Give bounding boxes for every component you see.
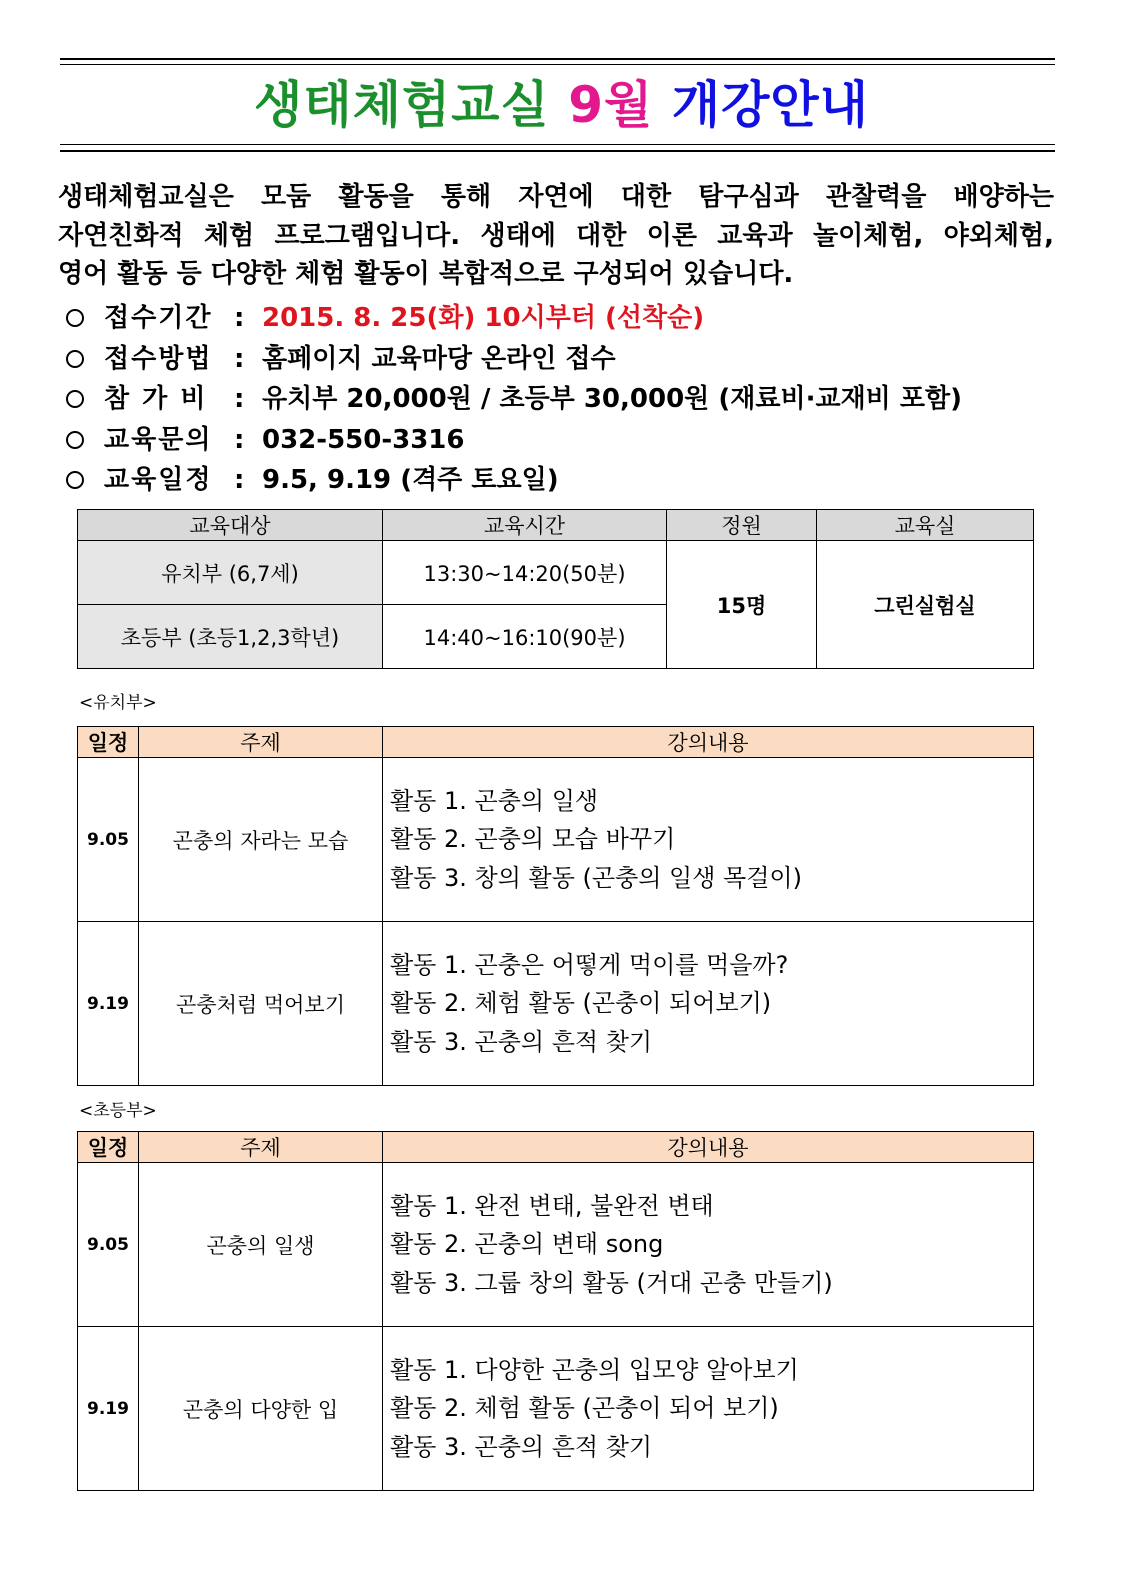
activity-line: 활동 3. 곤충의 흔적 찾기 (390, 1432, 653, 1461)
info-colon: : (234, 343, 245, 374)
cell-topic: 곤충의 자라는 모습 (139, 758, 383, 922)
table-row (78, 758, 1034, 922)
cell-topic: 곤충의 다양한 입 (139, 1327, 383, 1491)
info-colon: : (234, 465, 245, 495)
info-value: 9.5, 9.19 (격주 토요일) (262, 465, 559, 495)
header-room: 교육실 (817, 510, 1034, 541)
activity-line: 활동 1. 곤충의 일생 (390, 786, 599, 815)
circle-bullet-icon (66, 309, 84, 327)
circle-bullet-icon (66, 350, 84, 368)
info-label: 참 가 비 (104, 384, 208, 414)
schedule-table (77, 509, 1034, 669)
activity-line: 활동 3. 창의 활동 (곤충의 일생 목걸이) (390, 863, 802, 892)
info-colon: : (234, 384, 245, 414)
header-target: 교육대상 (78, 510, 383, 541)
header-date: 일정 (78, 1132, 139, 1163)
info-item-inquiry (62, 420, 962, 461)
header-time: 교육시간 (383, 510, 667, 541)
info-label: 교육문의 (104, 424, 213, 455)
elementary-table (77, 1131, 1034, 1491)
info-item-fee (62, 379, 962, 420)
cell-target: 유치부 (6,7세) (78, 541, 383, 605)
activity-line: 활동 3. 곤충의 흔적 찾기 (390, 1027, 653, 1056)
header-capacity: 정원 (667, 510, 817, 541)
table-row (78, 922, 1034, 1086)
table-header-row (78, 727, 1034, 758)
circle-bullet-icon (66, 471, 84, 489)
info-colon: : (234, 303, 245, 333)
title-bottom-rule-thin (60, 144, 1055, 145)
info-item-registration-period (62, 298, 962, 339)
cell-date: 9.05 (78, 1163, 139, 1327)
activity-line: 활동 3. 그룹 창의 활동 (거대 곤충 만들기) (390, 1268, 833, 1297)
section-label-elementary: <초등부> (79, 1101, 157, 1121)
info-item-schedule (62, 460, 962, 501)
cell-date: 9.19 (78, 922, 139, 1086)
title-bottom-rule (60, 150, 1055, 152)
table-row (78, 541, 1034, 605)
info-value: 홈페이지 교육마당 온라인 접수 (262, 343, 616, 374)
cell-content (383, 1327, 1034, 1491)
title-part-month: 9월 (568, 76, 654, 134)
cell-time: 14:40~16:10(90분) (383, 605, 667, 669)
activity-line: 활동 2. 곤충의 모습 바꾸기 (390, 825, 676, 854)
activity-line: 활동 1. 곤충은 어떻게 먹이를 먹을까? (390, 950, 789, 979)
circle-bullet-icon (66, 431, 84, 449)
header-content: 강의내용 (383, 727, 1034, 758)
cell-target: 초등부 (초등1,2,3학년) (78, 605, 383, 669)
cell-content (383, 758, 1034, 922)
intro-line: 생태체험교실은 모둠 활동을 통해 자연에 대한 탐구심과 관찰력을 배양하는 (58, 182, 1054, 212)
cell-topic: 곤충의 일생 (139, 1163, 383, 1327)
table-header-row (78, 510, 1034, 541)
info-label: 접수방법 (104, 343, 213, 374)
info-colon: : (234, 424, 245, 455)
header-date: 일정 (78, 727, 139, 758)
page-title (0, 70, 1123, 140)
info-value: 2015. 8. 25(화) 10시부터 (선착순) (262, 303, 705, 333)
header-topic: 주제 (139, 1132, 383, 1163)
title-part-program: 생태체험교실 (254, 76, 550, 134)
title-top-rule-thin (60, 64, 1055, 65)
cell-content (383, 922, 1034, 1086)
activity-line: 활동 2. 체험 활동 (곤충이 되어보기) (390, 989, 772, 1018)
info-value: 유치부 20,000원 / 초등부 30,000원 (재료비·교재비 포함) (262, 384, 962, 414)
header-content: 강의내용 (383, 1132, 1034, 1163)
section-label-kindergarten: <유치부> (79, 693, 157, 713)
circle-bullet-icon (66, 390, 84, 408)
activity-line: 활동 2. 체험 활동 (곤충이 되어 보기) (390, 1394, 779, 1423)
table-row (78, 1163, 1034, 1327)
header-topic: 주제 (139, 727, 383, 758)
activity-line: 활동 1. 완전 변태, 불완전 변태 (390, 1191, 714, 1220)
cell-time: 13:30~14:20(50분) (383, 541, 667, 605)
cell-topic: 곤충처럼 먹어보기 (139, 922, 383, 1086)
kindergarten-table (77, 726, 1034, 1086)
cell-capacity: 15명 (667, 541, 817, 669)
info-value: 032-550-3316 (262, 424, 465, 455)
activity-line: 활동 1. 다양한 곤충의 입모양 알아보기 (390, 1355, 799, 1384)
info-list (62, 298, 962, 501)
title-top-rule (60, 58, 1055, 60)
activity-line: 활동 2. 곤충의 변태 song (390, 1230, 664, 1259)
title-part-notice: 개강안내 (671, 76, 869, 134)
intro-line: 영어 활동 등 다양한 체험 활동이 복합적으로 구성되어 있습니다. (58, 259, 794, 289)
intro-paragraph (58, 178, 1054, 294)
info-item-registration-method (62, 339, 962, 380)
cell-date: 9.19 (78, 1327, 139, 1491)
cell-content (383, 1163, 1034, 1327)
cell-room: 그린실험실 (817, 541, 1034, 669)
table-header-row (78, 1132, 1034, 1163)
table-row (78, 1327, 1034, 1491)
info-label: 접수기간 (104, 303, 213, 333)
cell-date: 9.05 (78, 758, 139, 922)
info-label: 교육일정 (104, 465, 213, 495)
intro-line: 자연친화적 체험 프로그램입니다. 생태에 대한 이론 교육과 놀이체험, 야외체험, (58, 220, 1054, 251)
